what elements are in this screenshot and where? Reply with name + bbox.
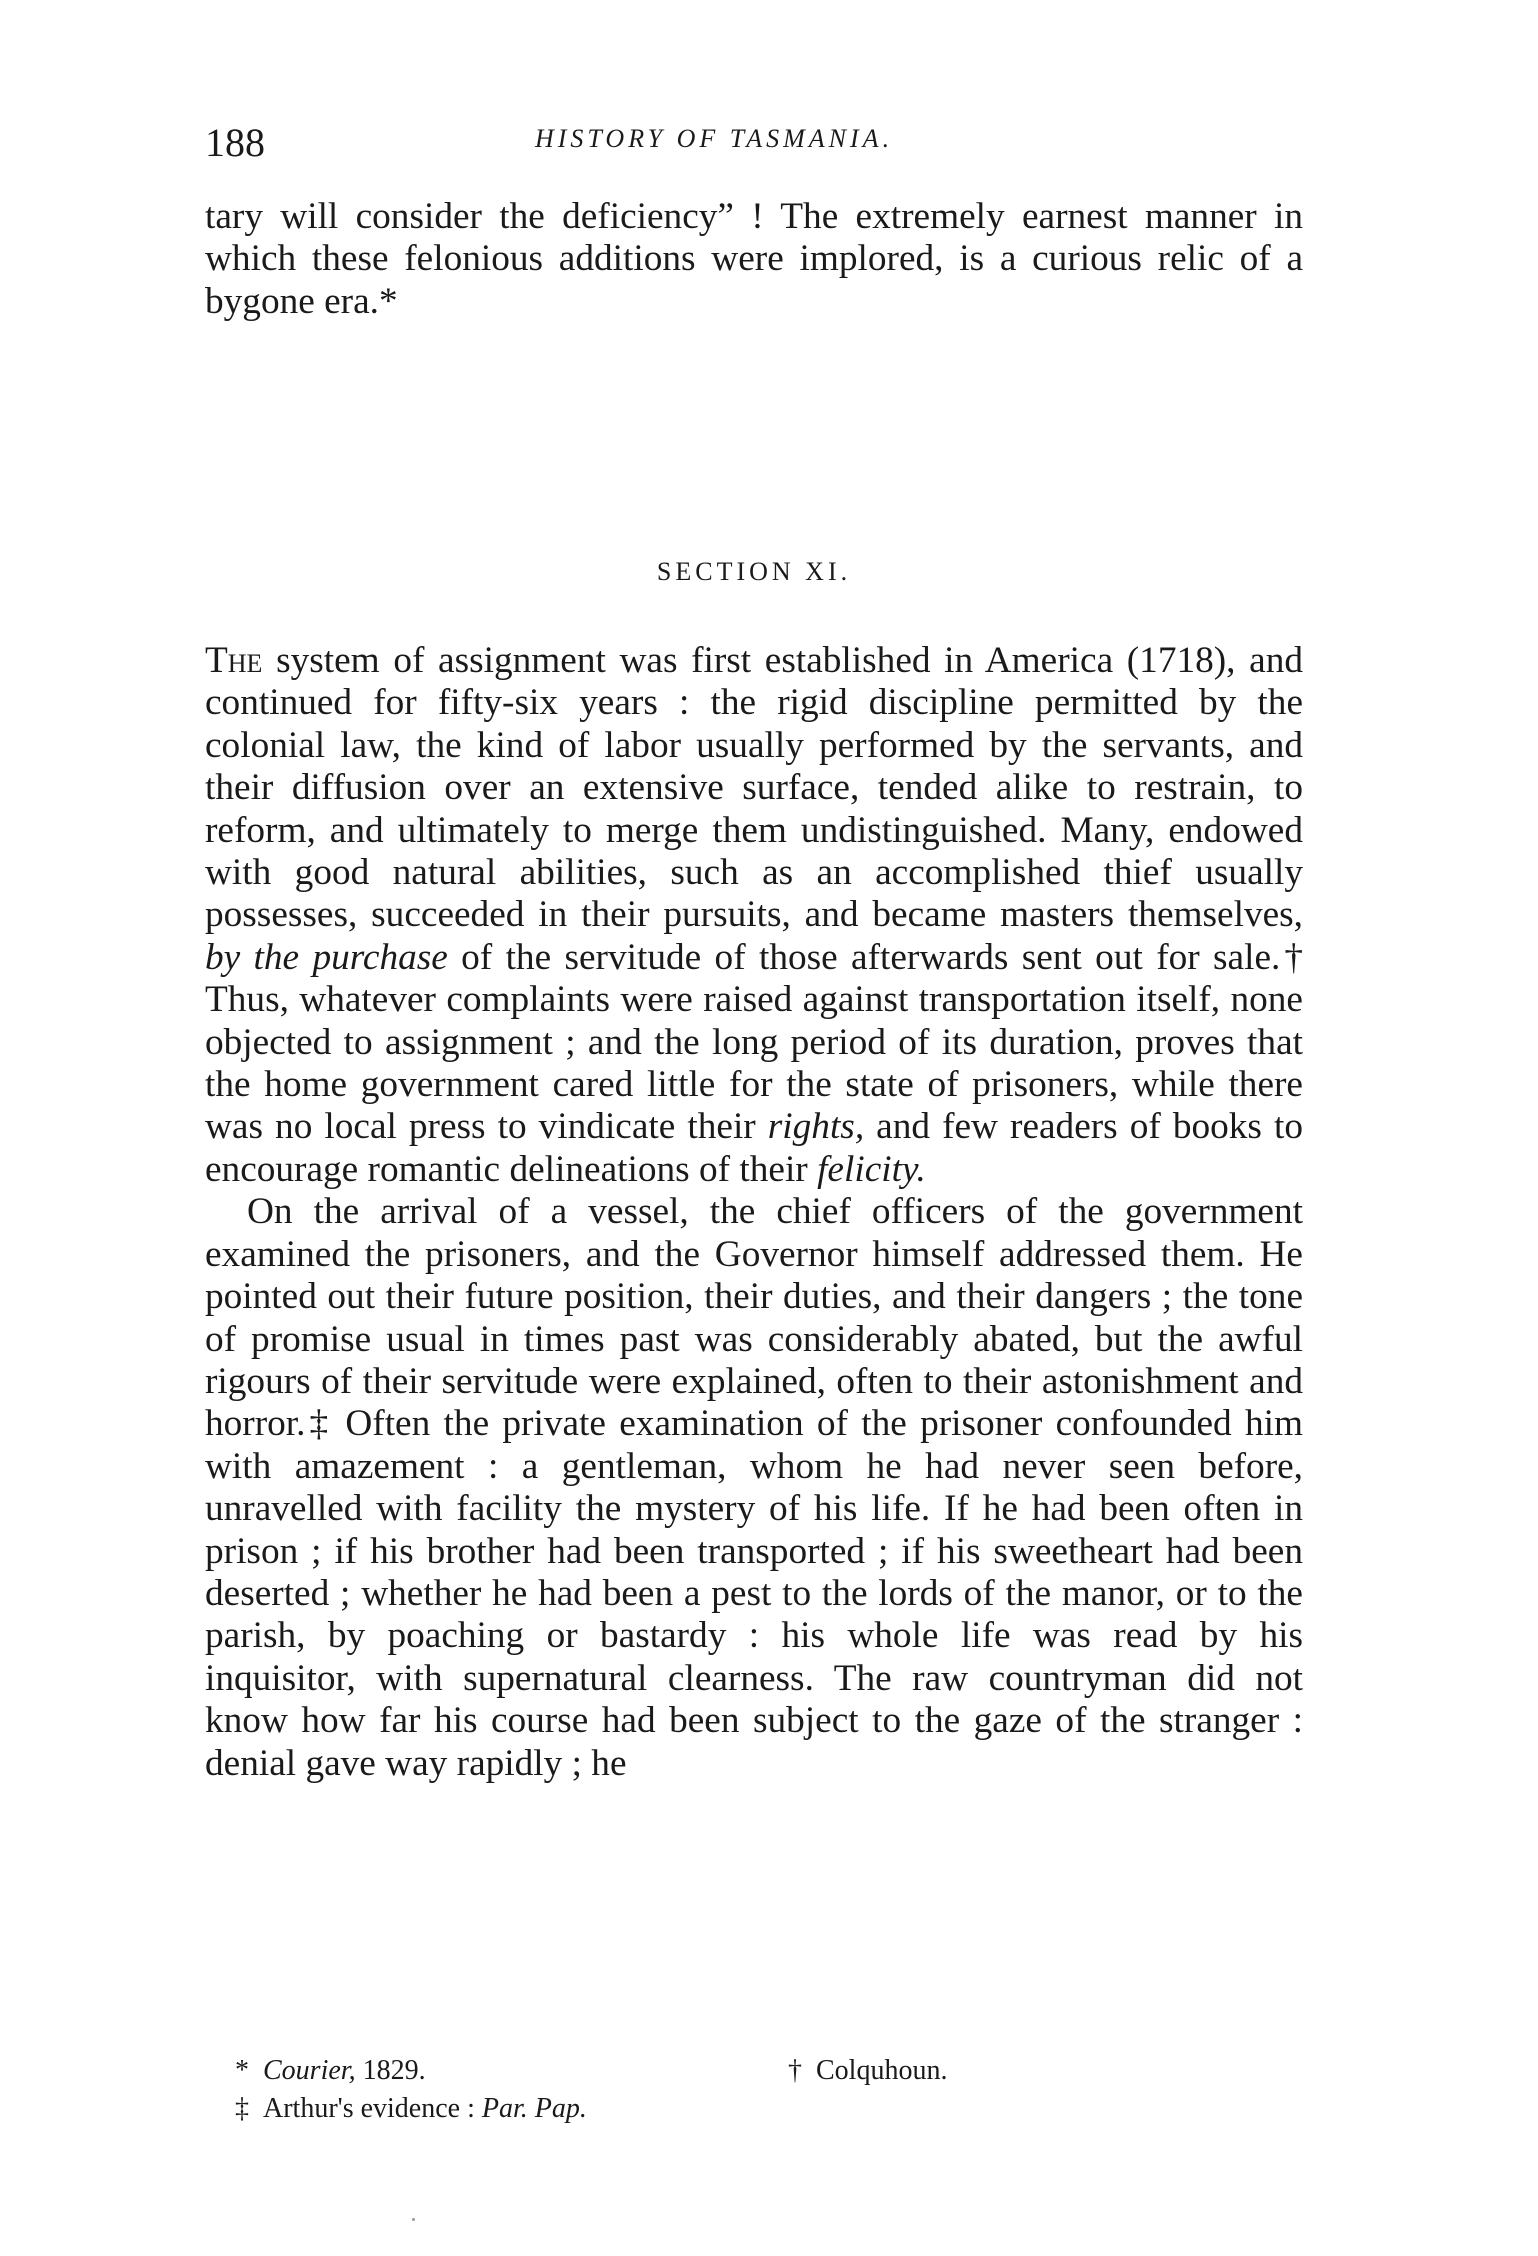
page-speck <box>412 2218 415 2221</box>
page-header <box>205 118 1305 168</box>
footnote-1-mark: * <box>235 2055 249 2086</box>
footnote-row-2 <box>235 2090 1295 2128</box>
footnote-row-1 <box>235 2052 1295 2090</box>
section-paragraph-2: On the arrival of a vessel, the chief officers of the government examined the prisoners, and the Governor himself addressed them. He pointed out their future position, their duties, and their dangers ; the tone of promise usual in times past was considerably abated, but the awful rigours of their servitude were explained, often to their astonishment and horror.‡ Often the private examination of the prisoner confounded him with amazement : a gentleman, whom he had never seen before, unravelled with facility the mystery of his life. If he had been often in prison ; if his brother had been transported ; if his sweetheart had been deserted ; whether he had been a pest to the lords of the manor, or to the parish, by poaching or bastardy : his whole life was read by his inquisitor, with supernatural clearness. The raw countryman did not know how far his course had been subject to the gaze of the stranger : denial gave way rapidly ; he <box>205 1191 1303 1784</box>
running-head: HISTORY OF TASMANIA. <box>535 124 894 153</box>
footnote-2 <box>788 2052 947 2090</box>
footnote-1-source: Courier, <box>263 2055 356 2086</box>
section-body <box>205 640 1303 1785</box>
footnote-2-mark: † <box>788 2055 802 2086</box>
paragraph-1-part-3: and few readers of books to encourage romantic delineations of their <box>205 1106 1303 1190</box>
footnote-1-year: 1829. <box>355 2055 426 2086</box>
footnotes <box>235 2052 1295 2128</box>
paragraph-1-part-1: system of assignment was first established in America (1718), and continued for fifty-six years : the rigid discipline permitted by the colonial law, the kind of labor usually performed by the servants, and their diffusion over an extensive surface, tended alike to restrain, to reform, and ultimately to merge them undistinguished. Many, endowed with good natural abilities, such as an accomplished thief usually possesses, succeeded in their pursuits, and became masters themselves, <box>205 640 1303 936</box>
footnote-3-mark: ‡ <box>235 2093 249 2124</box>
footnote-3 <box>235 2090 587 2128</box>
paragraph-1-emphasis-3: felicity. <box>817 1148 926 1190</box>
footnote-3-emphasis: Par. Pap. <box>481 2093 587 2124</box>
footnote-1 <box>235 2052 426 2090</box>
paragraph-1-emphasis-1: by the purchase <box>205 936 448 978</box>
section-heading: SECTION XI. <box>656 557 852 586</box>
paragraph-lead: The <box>205 640 263 681</box>
opening-paragraph: tary will consider the deficiency” ! The extremely earnest manner in which these felonious additions were implored, is a curious relic of a bygone era.* <box>205 196 1303 322</box>
footnote-2-text: Colquhoun. <box>816 2055 948 2086</box>
paragraph-1-part-2: of the servitude of those afterwards sent out for sale.† Thus, whatever complaints were raised against transportation itself, none objected to assignment ; and the long period of its duration, proves that the home government cared little for the state of prisoners, while there was no local press to vindicate their <box>205 936 1304 1148</box>
page-number: 188 <box>205 120 265 165</box>
opening-text <box>205 196 1303 323</box>
section-paragraph-1 <box>205 640 1303 1191</box>
paragraph-1-emphasis-2: rights, <box>767 1106 865 1148</box>
footnote-3-text: Arthur's evidence : <box>263 2093 482 2124</box>
